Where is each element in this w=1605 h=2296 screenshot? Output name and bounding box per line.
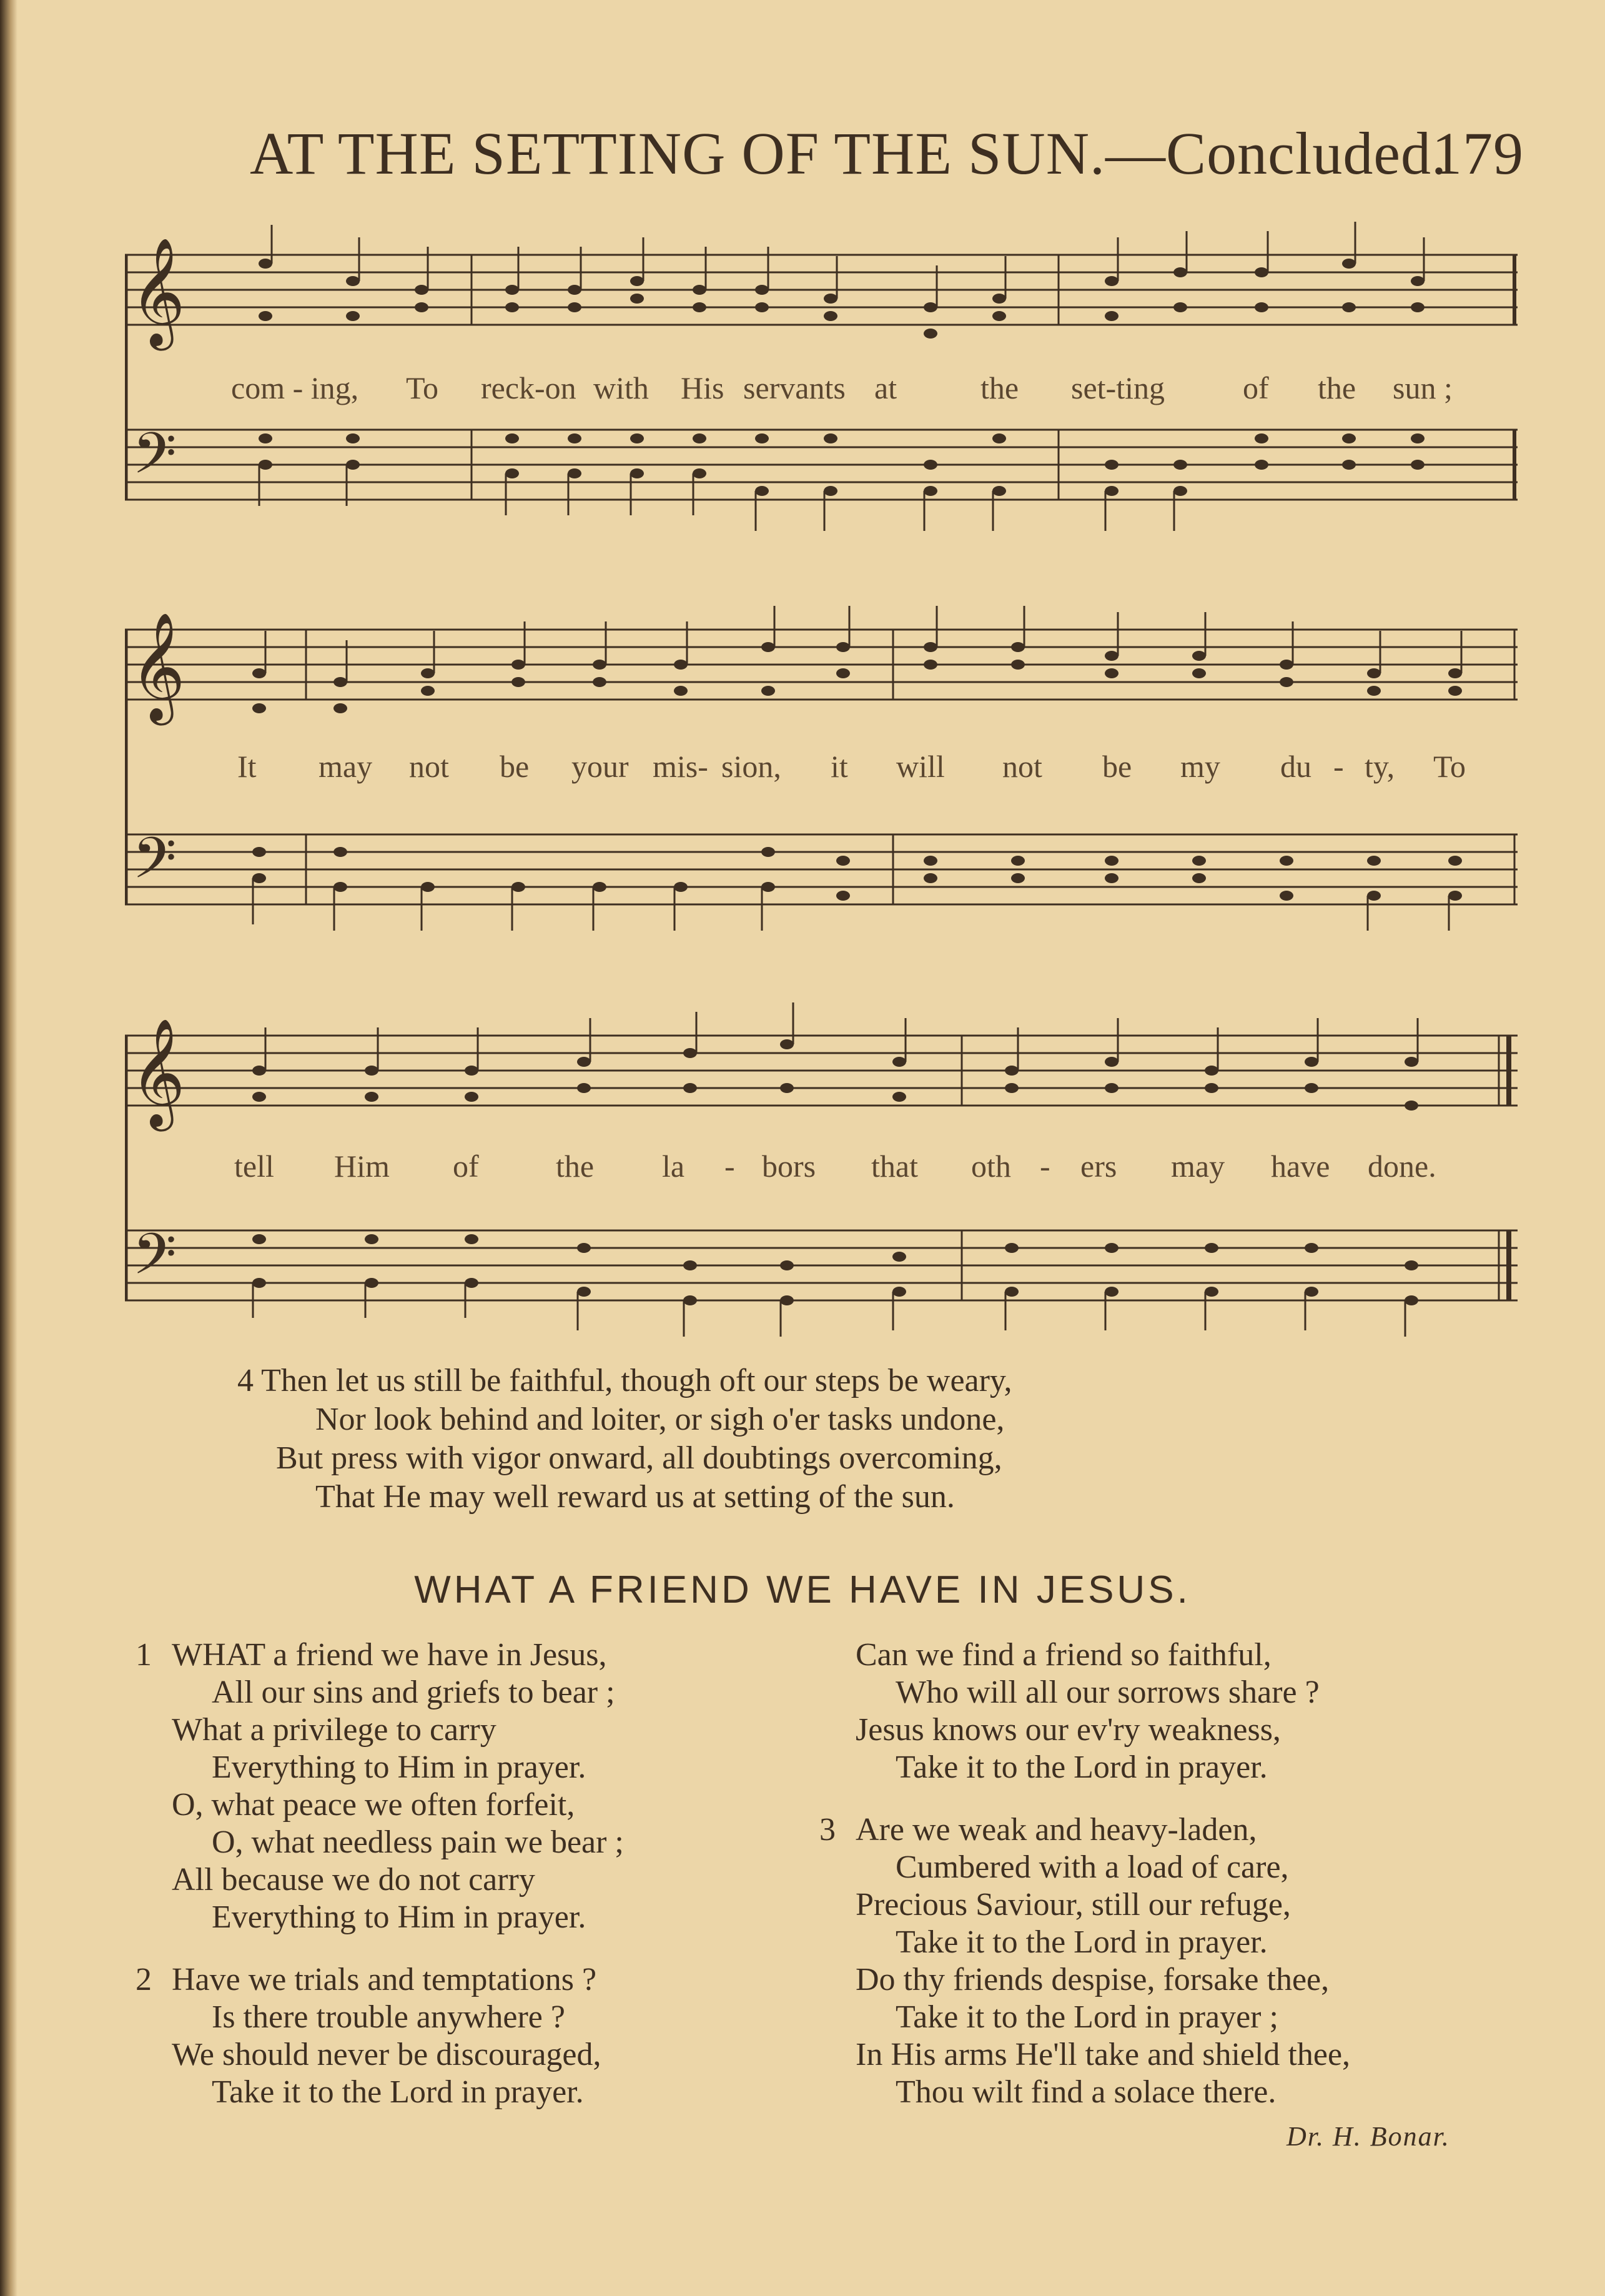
lyric-syllable: ers	[1080, 1149, 1117, 1184]
lyric-syllable: the	[1318, 370, 1356, 405]
hymn-title: WHAT A FRIEND WE HAVE IN JESUS.	[414, 1568, 1191, 1611]
stanza-line: Who will all our sorrows share ?	[896, 1675, 1320, 1710]
verse-line: But press with vigor onward, all doubtings overcoming,	[276, 1440, 1002, 1476]
stanza-2-part-1	[136, 1961, 624, 2111]
lyric-syllable: be	[500, 749, 530, 784]
lyric-syllable: be	[1102, 749, 1132, 784]
verse-4	[237, 1362, 1012, 1517]
lyric-syllable: not	[409, 749, 449, 784]
page-number: 179	[1432, 120, 1524, 187]
lyric-syllable: have	[1271, 1149, 1330, 1184]
stanza-2-part-2	[856, 1636, 1350, 1786]
lyrics-line-3	[125, 1148, 1518, 1192]
stanza-line: Are we weak and heavy-laden,	[856, 1812, 1257, 1848]
lyric-syllable: com - ing,	[231, 370, 359, 405]
lyric-syllable: oth	[971, 1149, 1011, 1184]
svg-text:𝄞: 𝄞	[130, 612, 185, 721]
lyric-syllable: Him	[334, 1149, 390, 1184]
stanza-line: WHAT a friend we have in Jesus,	[172, 1637, 607, 1673]
lyric-syllable: la	[662, 1149, 685, 1184]
lyric-syllable: To	[406, 370, 439, 405]
stanza-line: Take it to the Lord in prayer ;	[896, 1999, 1278, 2035]
lyrics-line-1	[125, 370, 1518, 413]
lyric-syllable: -	[1040, 1149, 1050, 1184]
lyric-syllable: it	[831, 749, 848, 784]
lyric-syllable: -	[724, 1149, 735, 1184]
stanza-line: Take it to the Lord in prayer.	[896, 1749, 1268, 1785]
stanza-line: O, what peace we often forfeit,	[172, 1787, 575, 1823]
svg-text:𝄢: 𝄢	[132, 825, 177, 905]
lyric-syllable: tell	[234, 1149, 274, 1184]
lyric-syllable: du	[1280, 749, 1311, 784]
stanza-3	[819, 1811, 1351, 2111]
lyric-syllable: mis-	[653, 749, 708, 784]
lyric-syllable: ty,	[1365, 749, 1395, 784]
stanza-1	[136, 1636, 624, 1936]
lyric-syllable: set-ting	[1071, 370, 1165, 405]
lyric-syllable: sun ;	[1393, 370, 1453, 405]
lyric-syllable: His	[681, 370, 724, 405]
lyric-syllable: may	[319, 749, 373, 784]
lyric-syllable: of	[1243, 370, 1269, 405]
lyric-syllable: reck-on	[481, 370, 576, 405]
stanza-line: We should never be discouraged,	[172, 2037, 601, 2072]
stanza-number: 3	[819, 1812, 836, 1848]
page-edge-shadow	[0, 0, 17, 2296]
svg-text:𝄞: 𝄞	[130, 1018, 185, 1127]
stanza-line: Take it to the Lord in prayer.	[212, 2074, 584, 2110]
lyric-syllable: To	[1433, 749, 1466, 784]
lyric-syllable: It	[237, 749, 257, 784]
lyric-syllable: done.	[1368, 1149, 1436, 1184]
lyric-syllable: sion,	[721, 749, 781, 784]
svg-text:𝄞: 𝄞	[130, 237, 185, 346]
stanza-line: O, what needless pain we bear ;	[212, 1824, 624, 1860]
song-title: AT THE SETTING OF THE SUN.—Concluded.	[250, 120, 1447, 187]
svg-text:𝄢: 𝄢	[132, 420, 177, 500]
stanza-number: 1	[136, 1637, 152, 1673]
lyric-syllable: the	[556, 1149, 595, 1184]
lyric-syllable: your	[571, 749, 629, 784]
stanza-line: Have we trials and temptations ?	[172, 1962, 597, 1997]
stanza-number: 2	[136, 1962, 152, 1997]
hymn-column-right	[819, 1636, 1351, 2136]
stanza-line: In His arms He'll take and shield thee,	[856, 2037, 1351, 2072]
lyric-syllable: will	[896, 749, 945, 784]
stanza-line: Thou wilt find a solace there.	[896, 2074, 1277, 2110]
lyric-syllable: with	[593, 370, 649, 405]
stanza-line: Precious Saviour, still our refuge,	[856, 1887, 1291, 1922]
stanza-line: Is there trouble anywhere ?	[212, 1999, 565, 2035]
stanza-line: Can we find a friend so faithful,	[856, 1637, 1272, 1673]
stanza-line: All because we do not carry	[172, 1862, 535, 1898]
author-credit: Dr. H. Bonar.	[1286, 2121, 1450, 2152]
stanza-line: Everything to Him in prayer.	[212, 1899, 586, 1935]
verse-line	[237, 1362, 1012, 1400]
stanza-line: Jesus knows our ev'ry weakness,	[856, 1712, 1281, 1748]
verse-line: Nor look behind and loiter, or sigh o'er tasks undone,	[315, 1402, 1005, 1437]
lyric-syllable: the	[980, 370, 1019, 405]
lyric-syllable: -	[1333, 749, 1344, 784]
svg-text:𝄢: 𝄢	[132, 1221, 177, 1301]
verse-line: That He may well reward us at setting of the sun.	[315, 1479, 955, 1515]
stanza-line: All our sins and griefs to bear ;	[212, 1675, 615, 1710]
lyric-syllable: at	[874, 370, 897, 405]
stanza-line: Cumbered with a load of care,	[896, 1849, 1289, 1885]
stanza-line: What a privilege to carry	[172, 1712, 496, 1748]
lyric-syllable: servants	[743, 370, 846, 405]
lyric-syllable: bors	[762, 1149, 816, 1184]
stanza-line: Take it to the Lord in prayer.	[896, 1924, 1268, 1960]
stanza-line: Everything to Him in prayer.	[212, 1749, 586, 1785]
hymn-column-left	[136, 1636, 624, 2136]
lyric-syllable: not	[1002, 749, 1042, 784]
verse-text: Then let us still be faithful, though oft our steps be weary,	[261, 1363, 1012, 1398]
page-header	[250, 119, 1524, 188]
lyric-syllable: of	[453, 1149, 479, 1184]
verse-number: 4	[237, 1363, 254, 1398]
lyrics-line-2	[125, 748, 1518, 792]
lyric-syllable: my	[1180, 749, 1220, 784]
stanza-line: Do thy friends despise, forsake thee,	[856, 1962, 1330, 1997]
lyric-syllable: that	[871, 1149, 918, 1184]
lyric-syllable: may	[1171, 1149, 1225, 1184]
